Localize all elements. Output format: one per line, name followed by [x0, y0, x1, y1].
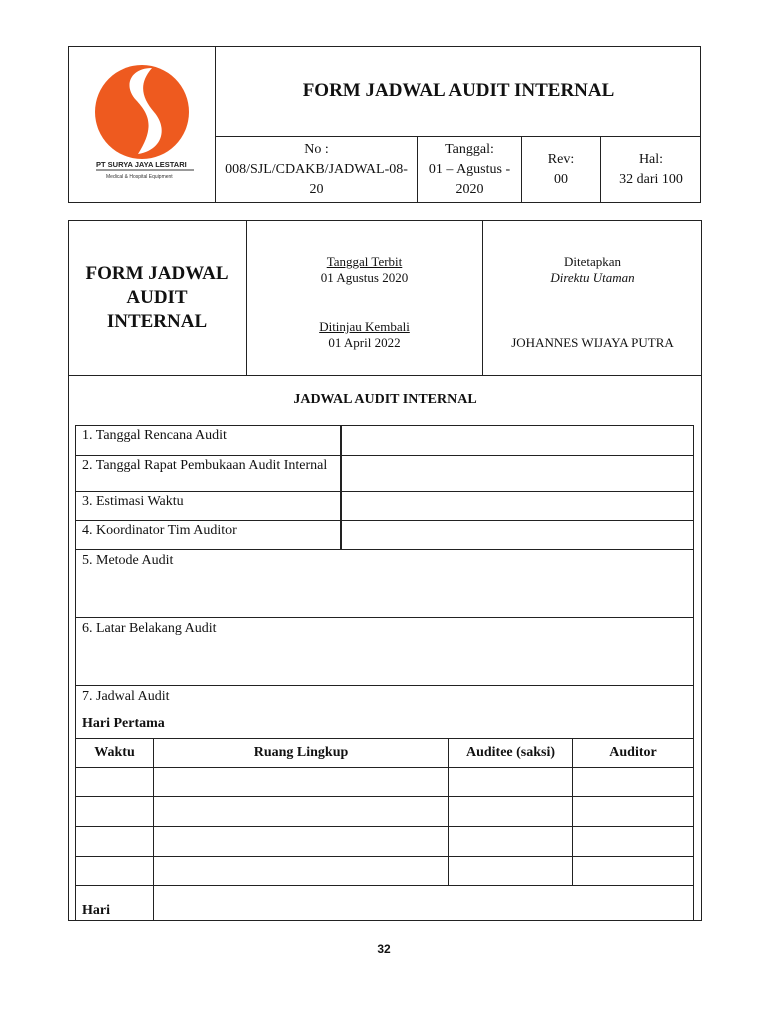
dates-cell: [247, 220, 483, 376]
field-input-time-estimate[interactable]: [341, 491, 694, 521]
page-number: 32: [377, 942, 391, 956]
table-cell[interactable]: [75, 767, 154, 797]
field-input-audit-plan-date[interactable]: [341, 425, 694, 456]
review-date-value: 01 April 2022: [328, 335, 401, 350]
table-cell[interactable]: [448, 856, 573, 886]
doc-date-value: 01 – Agustus - 2020: [428, 162, 511, 197]
next-day-cell[interactable]: [153, 885, 694, 921]
first-day-label: Hari Pertama: [82, 716, 165, 731]
table-cell[interactable]: [448, 826, 573, 857]
col-header-time: Waktu: [75, 738, 154, 768]
table-cell[interactable]: [153, 856, 449, 886]
doc-date-cell: [418, 137, 522, 203]
table-cell[interactable]: [448, 767, 573, 797]
table-cell[interactable]: [572, 856, 694, 886]
next-day-label: Hari: [75, 885, 154, 921]
table-cell[interactable]: [448, 796, 573, 827]
col-header-scope: Ruang Lingkup: [153, 738, 449, 768]
field-audit-method[interactable]: 5. Metode Audit: [75, 549, 694, 618]
field-input-auditor-coordinator[interactable]: [341, 520, 694, 550]
table-cell[interactable]: [153, 767, 449, 797]
schedule-title: JADWAL AUDIT INTERNAL: [293, 392, 477, 407]
table-cell[interactable]: [572, 826, 694, 857]
approval-label: Ditetapkan: [563, 254, 622, 269]
doc-rev-value: 00: [553, 172, 568, 187]
col-header-auditee: Auditee (saksi): [448, 738, 573, 768]
field-audit-background[interactable]: 6. Latar Belakang Audit: [75, 617, 694, 686]
col-header-auditor: Auditor: [572, 738, 694, 768]
review-date-label: Ditinjau Kembali: [319, 319, 410, 334]
field-label-time-estimate: 3. Estimasi Waktu: [75, 491, 341, 521]
company-logo: [68, 46, 216, 203]
table-cell[interactable]: [75, 796, 154, 827]
issue-date-value: 01 Agustus 2020: [320, 270, 409, 285]
schedule-label: 7. Jadwal Audit: [82, 689, 170, 704]
logo-icon: [68, 46, 214, 201]
doc-number-value: 008/SJL/CDAKB/JADWAL-08-20: [225, 162, 408, 197]
table-cell[interactable]: [153, 796, 449, 827]
table-cell[interactable]: [572, 796, 694, 827]
issue-date-label: Tanggal Terbit: [326, 254, 403, 269]
table-cell[interactable]: [75, 856, 154, 886]
field-label-opening-meeting-date: 2. Tanggal Rapat Pembukaan Audit Internal: [75, 455, 341, 492]
doc-page-label: Hal:: [638, 152, 664, 167]
header-title: FORM JADWAL AUDIT INTERNAL: [216, 46, 701, 137]
schedule-section: [75, 685, 694, 739]
logo-tagline-text: Medical & Hospital Equipment: [106, 174, 173, 180]
table-cell[interactable]: [572, 767, 694, 797]
form-title: FORM JADWAL AUDIT INTERNAL: [68, 220, 247, 376]
approver-role: Direktu Utaman: [550, 270, 635, 285]
approval-cell: [483, 220, 702, 376]
table-cell[interactable]: [153, 826, 449, 857]
field-label-auditor-coordinator: 4. Koordinator Tim Auditor: [75, 520, 341, 550]
doc-page-value: 32 dari 100: [619, 172, 683, 187]
field-label-audit-plan-date: 1. Tanggal Rencana Audit: [75, 425, 341, 456]
doc-page-cell: [601, 137, 701, 203]
doc-rev-cell: [522, 137, 601, 203]
field-input-opening-meeting-date[interactable]: [341, 455, 694, 492]
approver-name: JOHANNES WIJAYA PUTRA: [511, 335, 674, 350]
doc-number-label: No :: [304, 142, 329, 157]
table-cell[interactable]: [75, 826, 154, 857]
doc-date-label: Tanggal:: [445, 142, 494, 157]
logo-company-text: PT SURYA JAYA LESTARI: [96, 160, 187, 169]
doc-rev-label: Rev:: [547, 152, 575, 167]
doc-number-cell: [216, 137, 418, 203]
